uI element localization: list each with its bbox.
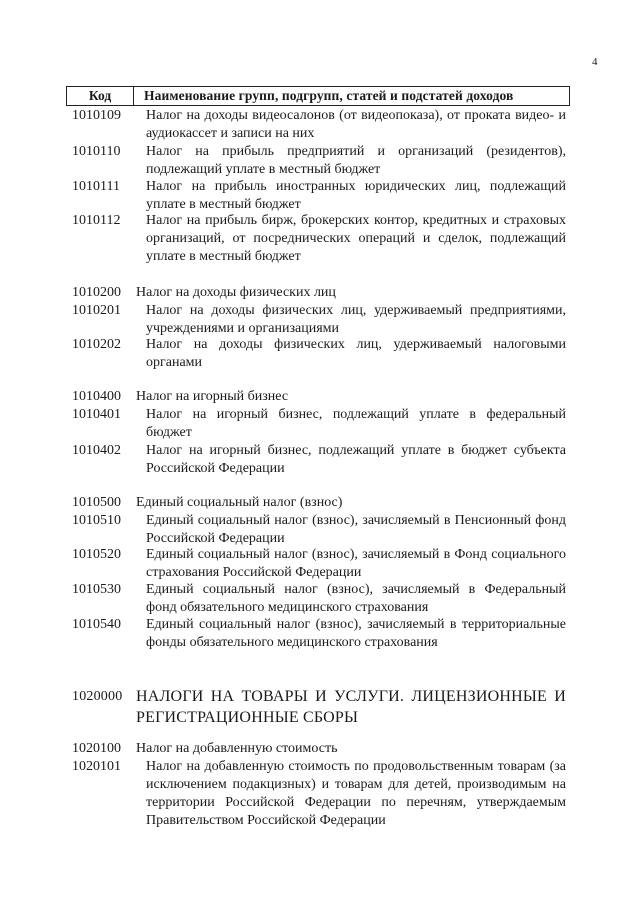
entry-code: 1010402 xyxy=(72,443,121,458)
entry-text: Налог на доходы физических лиц, удерживаемый налоговыми органами xyxy=(146,337,566,370)
entry-text: Единый социальный налог (взнос), зачисляемый в Фонд социального страхования Российской Федерации xyxy=(146,547,566,580)
entry-text: Налог на прибыль иностранных юридических лиц, подлежащий уплате в местный бюджет xyxy=(146,179,566,212)
entry-code: 1010200 xyxy=(72,285,121,300)
entry-code: 1010109 xyxy=(72,108,121,123)
entry-text: Налог на игорный бизнес, подлежащий уплате в федеральный бюджет xyxy=(146,407,566,440)
table-header xyxy=(66,86,570,106)
entry-code: 1010500 xyxy=(72,495,121,510)
entry-text: Налог на добавленную стоимость xyxy=(136,741,338,756)
entry-code: 1010510 xyxy=(72,513,121,528)
entry-text: Налог на добавленную стоимость по продовольственным товарам (за исключением подакцизных) и товарам для детей, производимым на территории Российской Федерации по перечням, утверждаемым Правительством Российской Федерации xyxy=(146,759,566,828)
entry-text: Налог на прибыль предприятий и организаций (резидентов), подлежащий уплате в местный бюджет xyxy=(146,144,566,177)
header-code: Код xyxy=(67,87,134,105)
entry-code: 1010540 xyxy=(72,617,121,632)
page-number: 4 xyxy=(592,56,598,68)
entry-code: 1010520 xyxy=(72,547,121,562)
entry-text: Налог на игорный бизнес, подлежащий уплате в бюджет субъекта Российской Федерации xyxy=(146,443,566,476)
header-name: Наименование групп, подгрупп, статей и подстатей доходов xyxy=(144,88,514,103)
entry-code: 1010112 xyxy=(72,213,121,228)
entry-code: 1010111 xyxy=(72,179,120,194)
entry-code: 1010201 xyxy=(72,303,121,318)
entry-code: 1010202 xyxy=(72,337,121,352)
entry-text: Налог на доходы физических лиц xyxy=(136,285,336,300)
entry-code: 1010110 xyxy=(72,144,121,159)
entry-text: Налог на прибыль бирж, брокерских контор, кредитных и страховых организаций, от посреднических операций и сделок, подлежащий уплате в местный бюджет xyxy=(146,213,566,264)
entry-code: 1020100 xyxy=(72,741,121,756)
entry-text: Налог на доходы видеосалонов (от видеопоказа), от проката видео- и аудиокассет и записи на них xyxy=(146,108,566,141)
entry-text: Единый социальный налог (взнос) xyxy=(136,495,343,510)
entry-code: 1010401 xyxy=(72,407,121,422)
entry-text: Налог на доходы физических лиц, удерживаемый предприятиями, учреждениями и организациями xyxy=(146,303,566,336)
section-code: 1020000 xyxy=(72,689,123,704)
entry-code: 1020101 xyxy=(72,759,121,774)
entry-text: Единый социальный налог (взнос), зачисляемый в территориальные фонды обязательного медицинского страхования xyxy=(146,617,566,650)
entry-text: Единый социальный налог (взнос), зачисляемый в Пенсионный фонд Российской Федерации xyxy=(146,513,566,546)
entry-code: 1010530 xyxy=(72,582,121,597)
entry-text: Налог на игорный бизнес xyxy=(136,389,289,404)
entry-code: 1010400 xyxy=(72,389,121,404)
entry-text: Единый социальный налог (взнос), зачисляемый в Федеральный фонд обязательного медицинского страхования xyxy=(146,582,566,615)
section-title: НАЛОГИ НА ТОВАРЫ И УСЛУГИ. ЛИЦЕНЗИОННЫЕ И РЕГИСТРАЦИОННЫЕ СБОРЫ xyxy=(136,688,566,726)
